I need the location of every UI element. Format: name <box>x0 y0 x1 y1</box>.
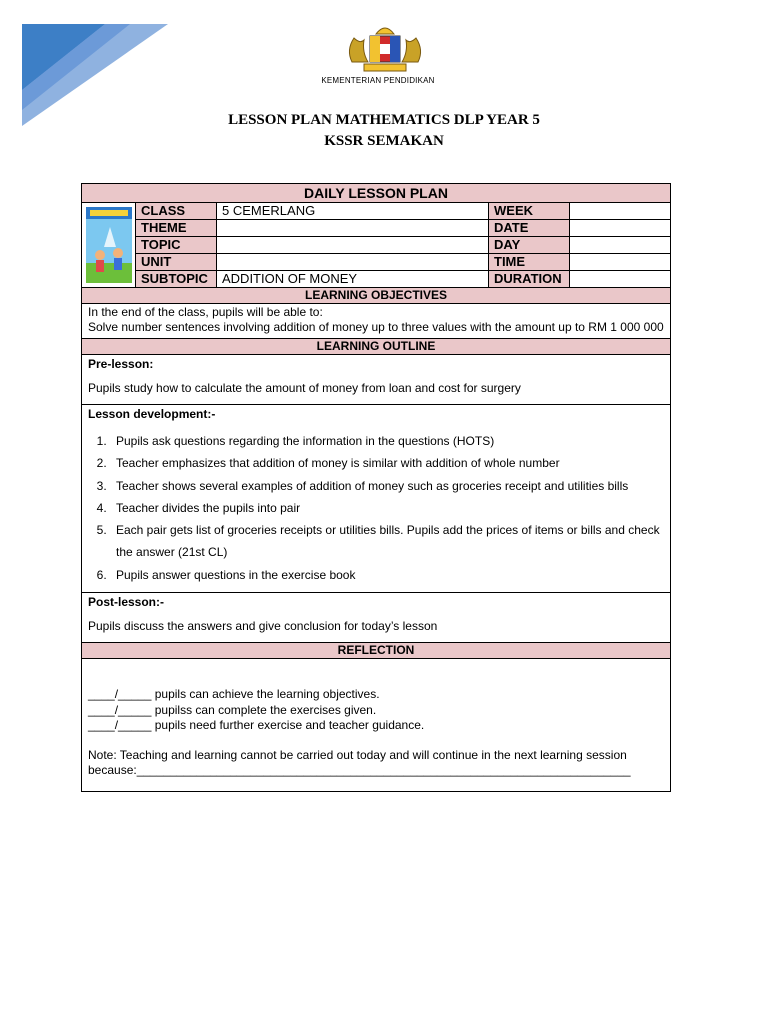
list-item: 2. Teacher emphasizes that addition of money is similar with addition of whole number <box>110 452 664 474</box>
textbook-cover-icon <box>86 207 132 283</box>
development-steps <box>88 430 664 586</box>
ministry-name: KEMENTERIAN PENDIDIKAN <box>321 76 435 85</box>
ministry-crest <box>321 22 440 85</box>
info-section <box>82 203 670 287</box>
label-time: TIME <box>489 254 570 270</box>
document-subtitle: KSSR SEMAKAN <box>324 133 444 149</box>
development-section <box>82 404 670 586</box>
pre-lesson-label: Pre-lesson: <box>88 357 154 371</box>
label-class: CLASS <box>136 203 217 219</box>
info-row-theme <box>136 220 670 237</box>
value-theme <box>217 220 489 236</box>
post-lesson-text: Pupils discuss the answers and give conclusion for today’s lesson <box>88 619 438 634</box>
value-unit <box>217 254 489 270</box>
plan-heading: DAILY LESSON PLAN <box>82 184 670 203</box>
list-item: 3. Teacher shows several examples of addition of money such as groceries receipt and utilities bills <box>110 475 664 497</box>
value-date <box>570 220 670 236</box>
list-item: 5. Each pair gets list of groceries receipts or utilities bills. Pupils add the prices of items or bills and check the answer (21st CL) <box>110 519 664 564</box>
label-unit: UNIT <box>136 254 217 270</box>
reflection-line: ____/_____ pupils need further exercise and teacher guidance. <box>88 718 425 733</box>
value-time <box>570 254 670 270</box>
objectives-intro: In the end of the class, pupils will be able to: <box>88 305 323 319</box>
reflection-line: ____/_____ pupilss can complete the exercises given. <box>88 702 377 717</box>
corner-decoration <box>0 0 170 130</box>
objectives-heading: LEARNING OBJECTIVES <box>82 287 670 304</box>
objectives-text: Solve number sentences involving addition of money up to three values with the amount up to RM 1 000 000 <box>88 320 664 334</box>
value-topic <box>217 237 489 253</box>
label-duration: DURATION <box>489 271 570 287</box>
label-date: DATE <box>489 220 570 236</box>
reflection-heading: REFLECTION <box>82 642 670 659</box>
value-day <box>570 237 670 253</box>
value-class: 5 CEMERLANG <box>217 203 489 219</box>
info-row-unit <box>136 254 670 271</box>
label-theme: THEME <box>136 220 217 236</box>
development-label: Lesson development:- <box>88 407 216 421</box>
value-subtopic: ADDITION OF MONEY <box>217 271 489 287</box>
pre-lesson-text: Pupils study how to calculate the amount of money from loan and cost for surgery <box>88 381 521 395</box>
post-lesson-label: Post-lesson:- <box>88 595 165 610</box>
label-week: WEEK <box>489 203 570 219</box>
objectives-section <box>82 304 670 338</box>
post-lesson-section <box>82 592 670 634</box>
document-title: LESSON PLAN MATHEMATICS DLP YEAR 5 <box>228 112 540 128</box>
value-duration <box>570 271 670 287</box>
list-item: 6. Pupils answer questions in the exercise book <box>110 564 664 586</box>
lesson-plan-table <box>81 183 671 792</box>
info-grid <box>136 203 670 287</box>
value-week <box>570 203 670 219</box>
list-item: 4. Teacher divides the pupils into pair <box>110 497 664 519</box>
reflection-line: ____/_____ pupils can achieve the learning objectives. <box>88 687 380 702</box>
list-item: 1. Pupils ask questions regarding the information in the questions (HOTS) <box>110 430 664 452</box>
textbook-cover-image <box>82 203 136 287</box>
label-subtopic: SUBTOPIC <box>136 271 217 287</box>
label-topic: TOPIC <box>136 237 217 253</box>
info-row-class <box>136 203 670 220</box>
coat-of-arms-icon <box>342 22 428 74</box>
reflection-note: Note: Teaching and learning cannot be carried out today and will continue in the next learning session because:__________________________________________________________________________ <box>88 747 631 778</box>
reflection-section <box>82 659 670 791</box>
pre-lesson-section <box>82 356 670 396</box>
info-row-topic <box>136 237 670 254</box>
info-row-subtopic <box>136 271 670 287</box>
outline-heading: LEARNING OUTLINE <box>82 338 670 355</box>
label-day: DAY <box>489 237 570 253</box>
